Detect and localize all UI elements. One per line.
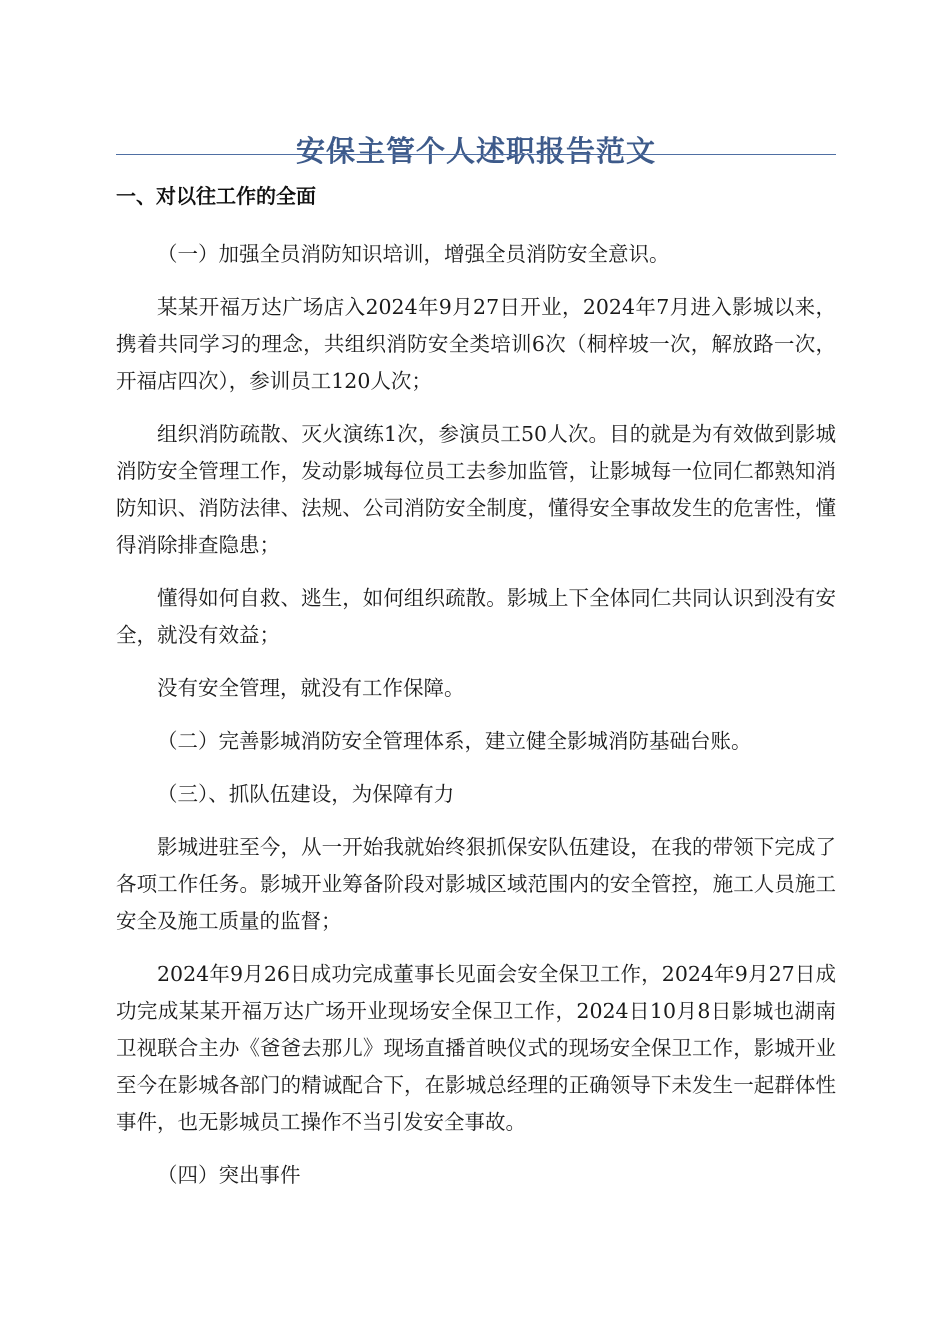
document-title: 安保主管个人述职报告范文	[295, 134, 656, 169]
paragraph: 没有安全管理，就没有工作保障。	[157, 676, 465, 700]
paragraph: 2024年9月26日成功完成董事长见面会安全保卫工作，2024年9月27日成功完成某某开福万达广场开业现场安全保卫工作，2024日10月8日影城也湖南卫视联合主办《爸爸去那儿》现场直播首映仪式的现场安全保卫工作，影城开业至今在影城各部门的精诚配合下，在影城总经理的正确领导下未发生一起群体性事件，也无影城员工操作不当引发安全事故。	[116, 962, 836, 1134]
paragraph: 组织消防疏散、灭火演练1次，参演员工50人次。目的就是为有效做到影城消防安全管理工作，发动影城每位员工去参加监管，让影城每一位同仁都熟知消防知识、消防法律、法规、公司消防安全制度，懂得安全事故发生的危害性，懂得消除排查隐患；	[116, 422, 836, 557]
paragraph: 影城进驻至今，从一开始我就始终狠抓保安队伍建设，在我的带领下完成了各项工作任务。影城开业筹备阶段对影城区域范围内的安全管控，施工人员施工安全及施工质量的监督；	[116, 835, 836, 933]
paragraph-subsection-3: （三）、抓队伍建设，为保障有力	[157, 782, 455, 806]
paragraph-subsection-2: （二）完善影城消防安全管理体系，建立健全影城消防基础台账。	[157, 729, 752, 753]
paragraph-subsection-4: （四）突出事件	[157, 1163, 301, 1187]
section-heading: 一、对以往工作的全面	[116, 184, 316, 208]
paragraph-subsection-1: （一）加强全员消防知识培训，增强全员消防安全意识。	[157, 242, 670, 266]
paragraph: 某某开福万达广场店入2024年9月27日开业，2024年7月进入影城以来，携着共同学习的理念，共组织消防安全类培训6次（桐梓坡一次，解放路一次，开福店四次），参训员工120人次；	[116, 295, 836, 393]
title-divider	[116, 154, 836, 155]
document-body	[116, 178, 836, 1210]
paragraph: 懂得如何自救、逃生，如何组织疏散。影城上下全体同仁共同认识到没有安全，就没有效益；	[116, 586, 836, 647]
